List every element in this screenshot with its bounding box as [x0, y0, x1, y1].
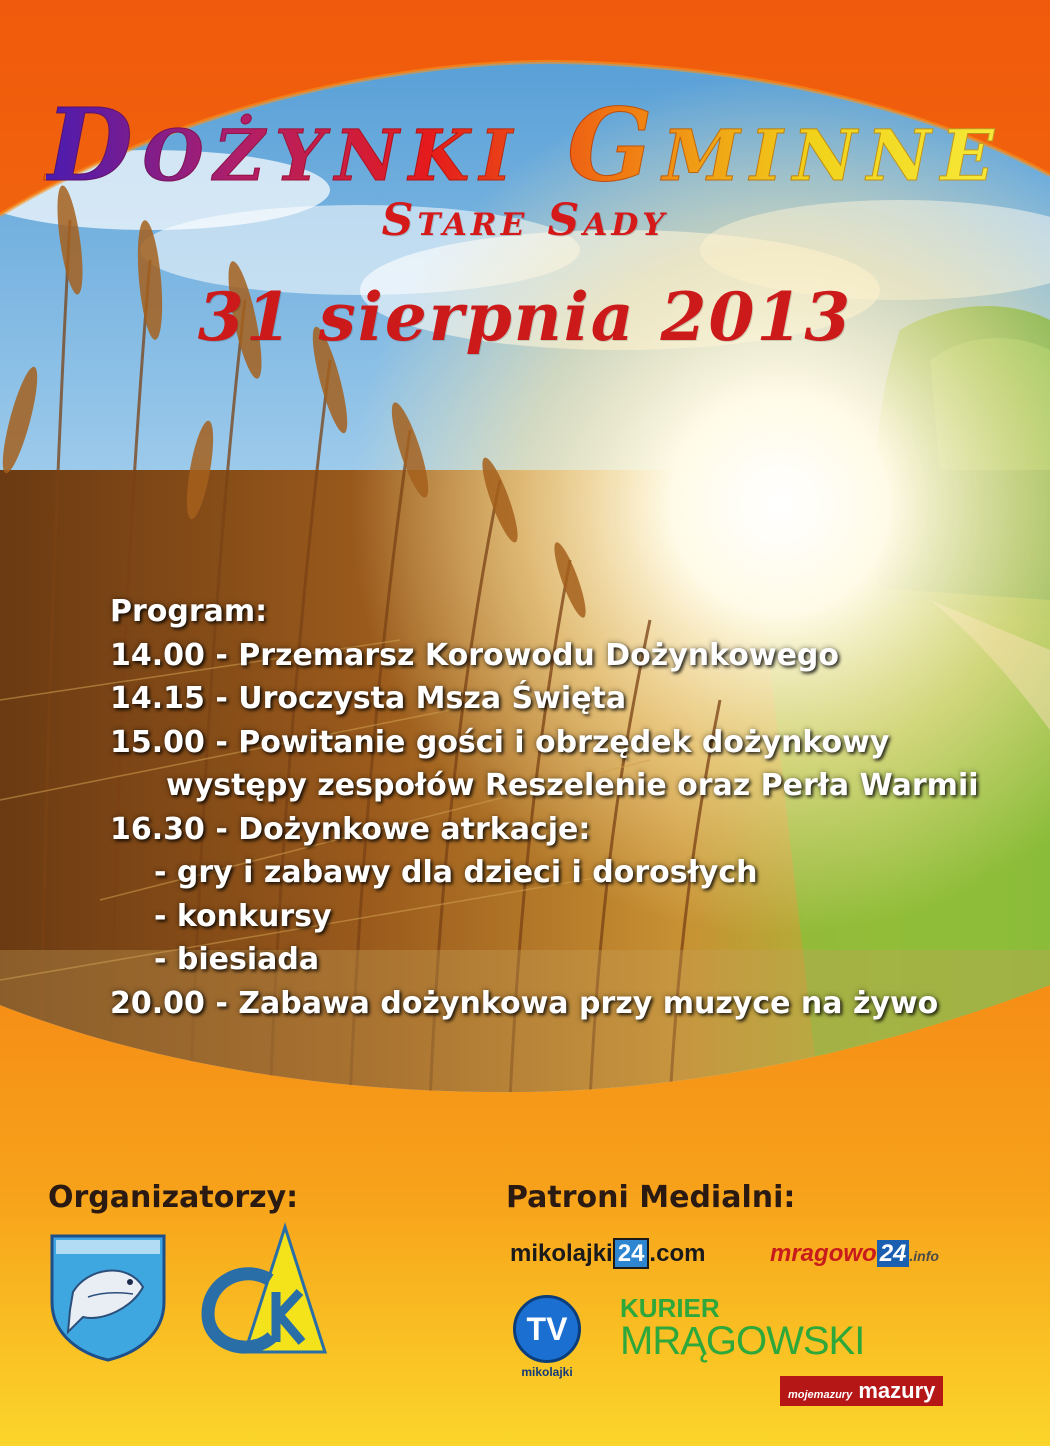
program-list — [110, 590, 979, 1025]
program-line: - konkursy — [154, 898, 332, 934]
ck-logo — [200, 1222, 330, 1357]
moje-mazury-logo: mojemazury mazury — [780, 1376, 943, 1406]
tv-mikolajki-logo: TV mikolajki — [512, 1295, 582, 1379]
kurier-mragowski-logo: KURIER MRĄGOWSKI — [620, 1293, 865, 1363]
program-line: - gry i zabawy dla dzieci i dorosłych — [154, 855, 758, 890]
event-place: Stare Sady — [381, 195, 669, 246]
program-line: 14.00 - Przemarsz Korowodu Dożynkowego — [110, 637, 840, 673]
media-patrons-label: Patroni Medialni: — [506, 1180, 796, 1215]
event-date: 31 sierpnia 2013 — [197, 278, 853, 356]
program-heading: Program: — [110, 594, 268, 629]
program-line: występy zespołów Reszelenie oraz Perła Warmii — [166, 768, 979, 803]
program-line: 14.15 - Uroczysta Msza Święta — [110, 681, 627, 716]
organizers-label: Organizatorzy: — [48, 1180, 299, 1215]
program-line: 16.30 - Dożynkowe atrkacje: — [110, 811, 591, 847]
program-line: - biesiada — [154, 942, 320, 977]
event-title: Dożynki Gminne — [45, 86, 1005, 204]
program-line: 15.00 - Powitanie gości i obrzędek dożynkowy — [110, 724, 890, 760]
fish-coat-of-arms-logo — [48, 1232, 168, 1362]
program-line: 20.00 - Zabawa dożynkowa przy muzyce na żywo — [110, 985, 939, 1021]
mragowo24-logo: mragowo 24 .info — [770, 1240, 939, 1267]
mikolajki24-logo: mikolajki 24 .com — [510, 1240, 706, 1267]
